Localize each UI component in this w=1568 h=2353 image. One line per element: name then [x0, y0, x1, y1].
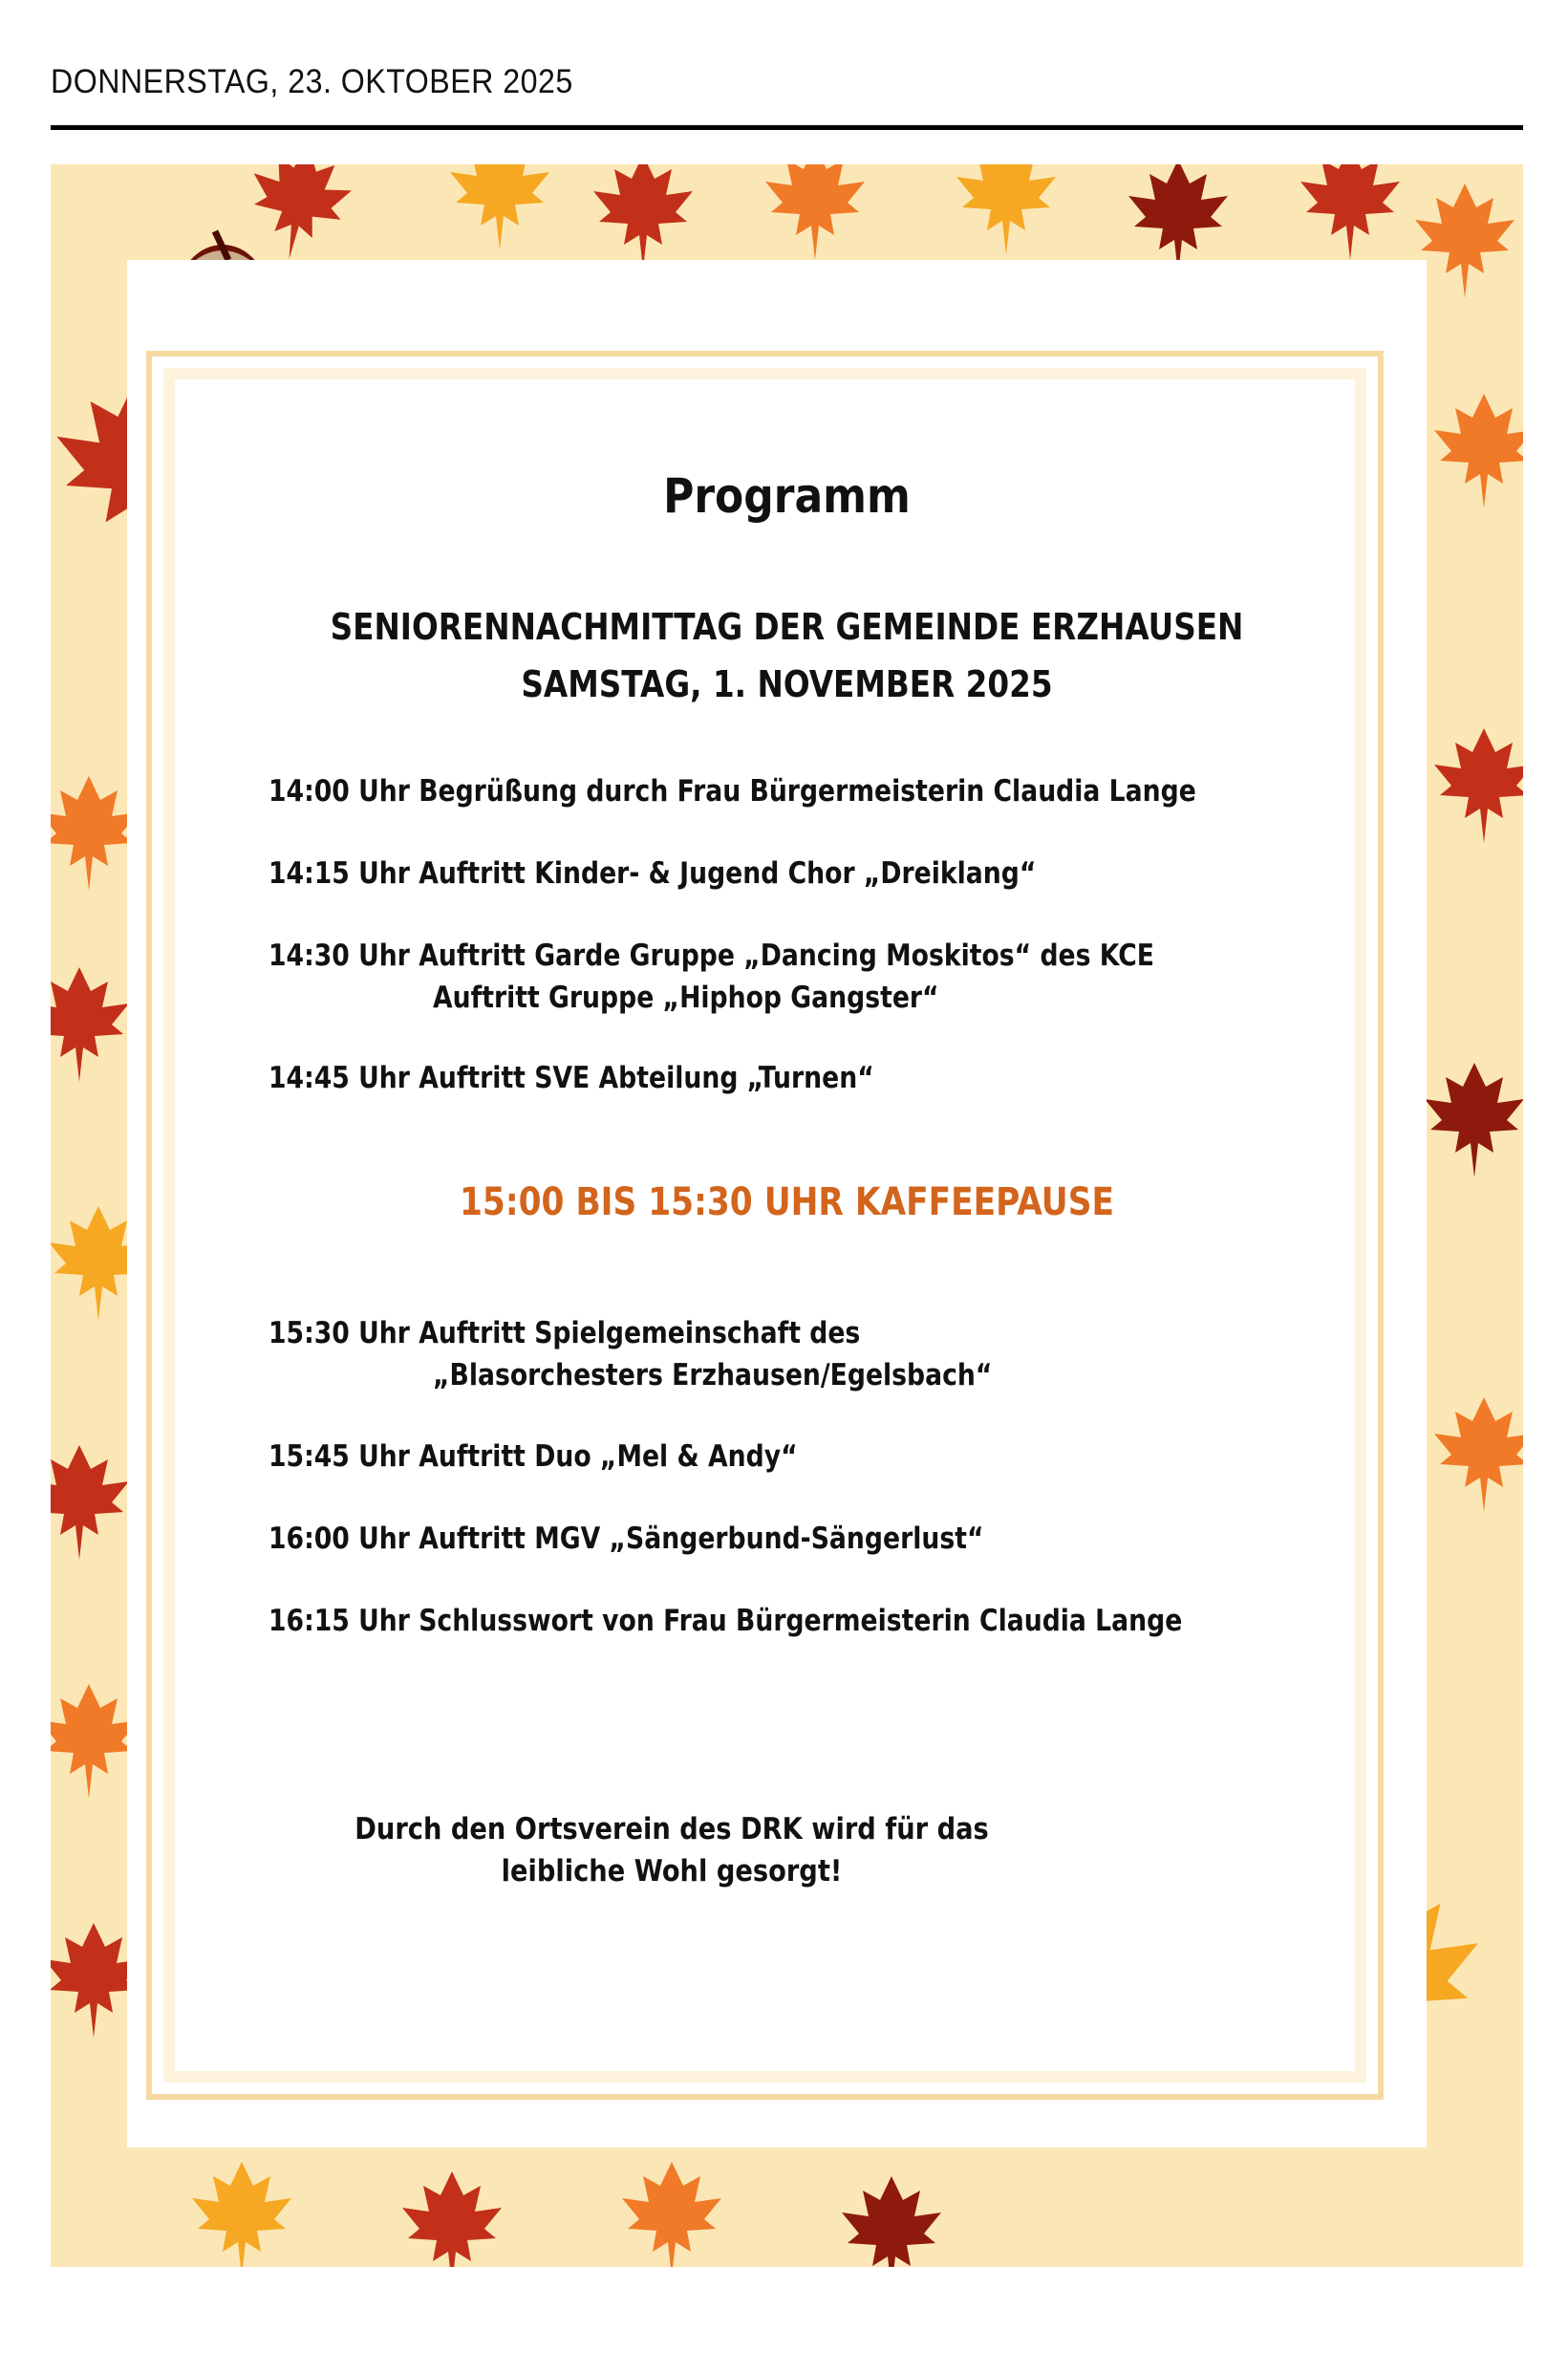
- program-item: [268, 1061, 874, 1095]
- program-item-continuation: „Blasorchesters Erzhausen/Egelsbach“: [433, 1358, 993, 1392]
- event-name: SENIORENNACHMITTAG DER GEMEINDE ERZHAUSEN: [330, 606, 1244, 648]
- program-item-text: 16:00 Uhr Auftritt MGV „Sängerbund-Sängerlust“: [268, 1522, 984, 1556]
- program-item-text: 14:15 Uhr Auftritt Kinder- & Jugend Chor „Dreiklang“: [268, 856, 1037, 891]
- header-divider: [51, 125, 1523, 130]
- program-item: [268, 1604, 1182, 1638]
- program-item: [268, 856, 1036, 891]
- catering-note: [335, 1808, 1008, 1892]
- program-item-text: 14:30 Uhr Auftritt Garde Gruppe „Dancing Moskitos“ des KCE: [268, 939, 1154, 973]
- program-item-text: 16:15 Uhr Schlusswort von Frau Bürgermeisterin Claudia Lange: [268, 1604, 1183, 1638]
- event-flyer: [51, 164, 1523, 2267]
- program-item: [268, 1316, 992, 1392]
- coffee-break-heading: 15:00 BIS 15:30 UHR KAFFEEPAUSE: [459, 1180, 1115, 1224]
- program-item: [268, 1439, 798, 1474]
- program-item-text: 15:30 Uhr Auftritt Spielgemeinschaft des: [268, 1316, 861, 1350]
- program-item-text: 14:45 Uhr Auftritt SVE Abteilung „Turnen“: [268, 1061, 874, 1095]
- catering-note-line1: Durch den Ortsverein des DRK wird für das: [354, 1812, 989, 1846]
- program-item: [268, 1522, 983, 1556]
- program-item: [268, 939, 1154, 1015]
- program-title: Programm: [663, 468, 911, 524]
- catering-note-line2: leibliche Wohl gesorgt!: [501, 1854, 843, 1889]
- page-header-date: DONNERSTAG, 23. OKTOBER 2025: [51, 63, 573, 100]
- program-content: [51, 164, 1523, 2267]
- program-item-continuation: Auftritt Gruppe „Hiphop Gangster“: [433, 981, 939, 1015]
- program-item: [268, 774, 1196, 809]
- program-item-text: 14:00 Uhr Begrüßung durch Frau Bürgermeisterin Claudia Lange: [268, 774, 1196, 809]
- event-date: SAMSTAG, 1. NOVEMBER 2025: [521, 663, 1053, 705]
- program-item-text: 15:45 Uhr Auftritt Duo „Mel & Andy“: [268, 1439, 798, 1474]
